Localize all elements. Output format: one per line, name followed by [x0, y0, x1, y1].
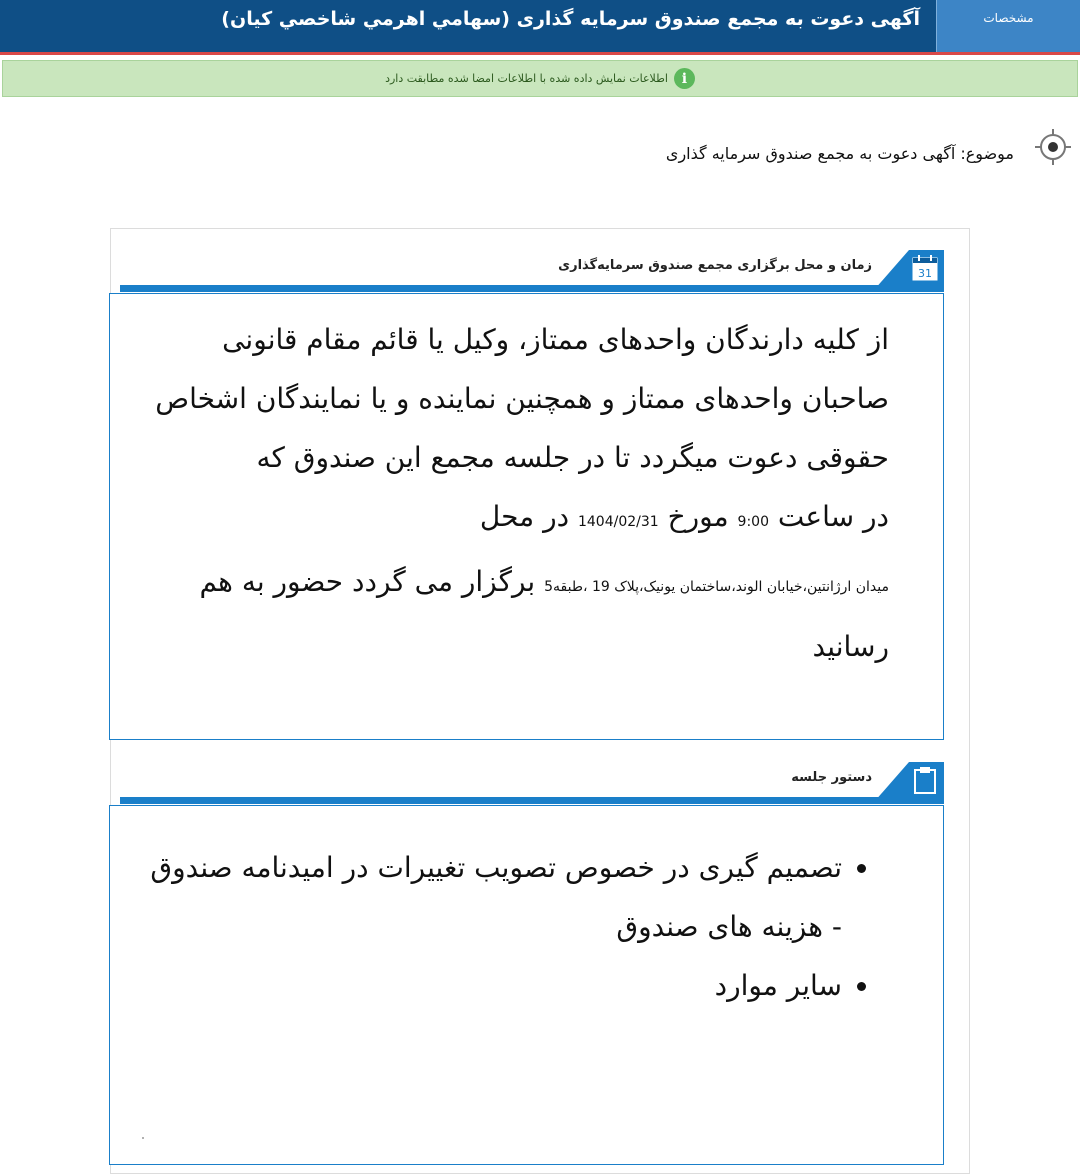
subject-line: موضوع: آگهی دعوت به مجمع صندوق سرمایه گذاری [665, 144, 1014, 163]
notice-text: اطلاعات نمایش داده شده با اطلاعات امضا شده مطابقت دارد [385, 72, 668, 85]
meeting-time: 9:00 [737, 514, 769, 530]
location-prefix: در محل [479, 500, 570, 533]
meeting-section-rule [120, 285, 944, 292]
top-header-bar [0, 0, 1080, 55]
svg-text:31: 31 [918, 267, 932, 280]
agenda-section-title: دستور جلسه [791, 770, 872, 785]
invitation-text: از کلیه دارندگان واحدهای ممتاز، وکیل یا قائم مقام قانونی صاحبان واحدهای ممتاز و همچنین نماینده و یا نمایندگان اشخاص حقوقی دعوت میگردد تا در جلسه مجمع این صندوق که [155, 323, 889, 474]
target-icon [1034, 128, 1072, 166]
time-prefix: در ساعت [777, 500, 889, 533]
agenda-item: • تصمیم گیری در خصوص تصویب تغییرات در امیدنامه صندوق - هزینه های صندوق [150, 838, 842, 956]
verification-notice [2, 60, 1078, 97]
meeting-details-text [137, 310, 889, 676]
agenda-item: • سایر موارد [150, 956, 842, 1015]
clipboard-icon [911, 766, 939, 794]
tab-details[interactable]: مشخصات [936, 0, 1080, 52]
meeting-section-title: زمان و محل برگزاری مجمع صندوق سرمایه‌گذاری [558, 258, 872, 273]
decorative-dot [142, 1137, 144, 1139]
agenda-section-rule [120, 797, 944, 804]
date-prefix: مورخ [667, 500, 729, 533]
calendar-icon [911, 254, 939, 282]
closing-text: برگزار می گردد حضور به هم رسانید [199, 565, 889, 663]
meeting-address: میدان ارژانتین،خیابان الوند،ساختمان یونیک،پلاک 19 ،طبقه5 [544, 579, 889, 595]
page-title: آگهی دعوت به مجمع صندوق سرمایه گذاری (سهامي اهرمي شاخصي کيان) [221, 8, 920, 30]
info-icon: i [674, 68, 695, 89]
agenda-list [150, 838, 868, 1015]
meeting-date: 1404/02/31 [577, 514, 659, 530]
